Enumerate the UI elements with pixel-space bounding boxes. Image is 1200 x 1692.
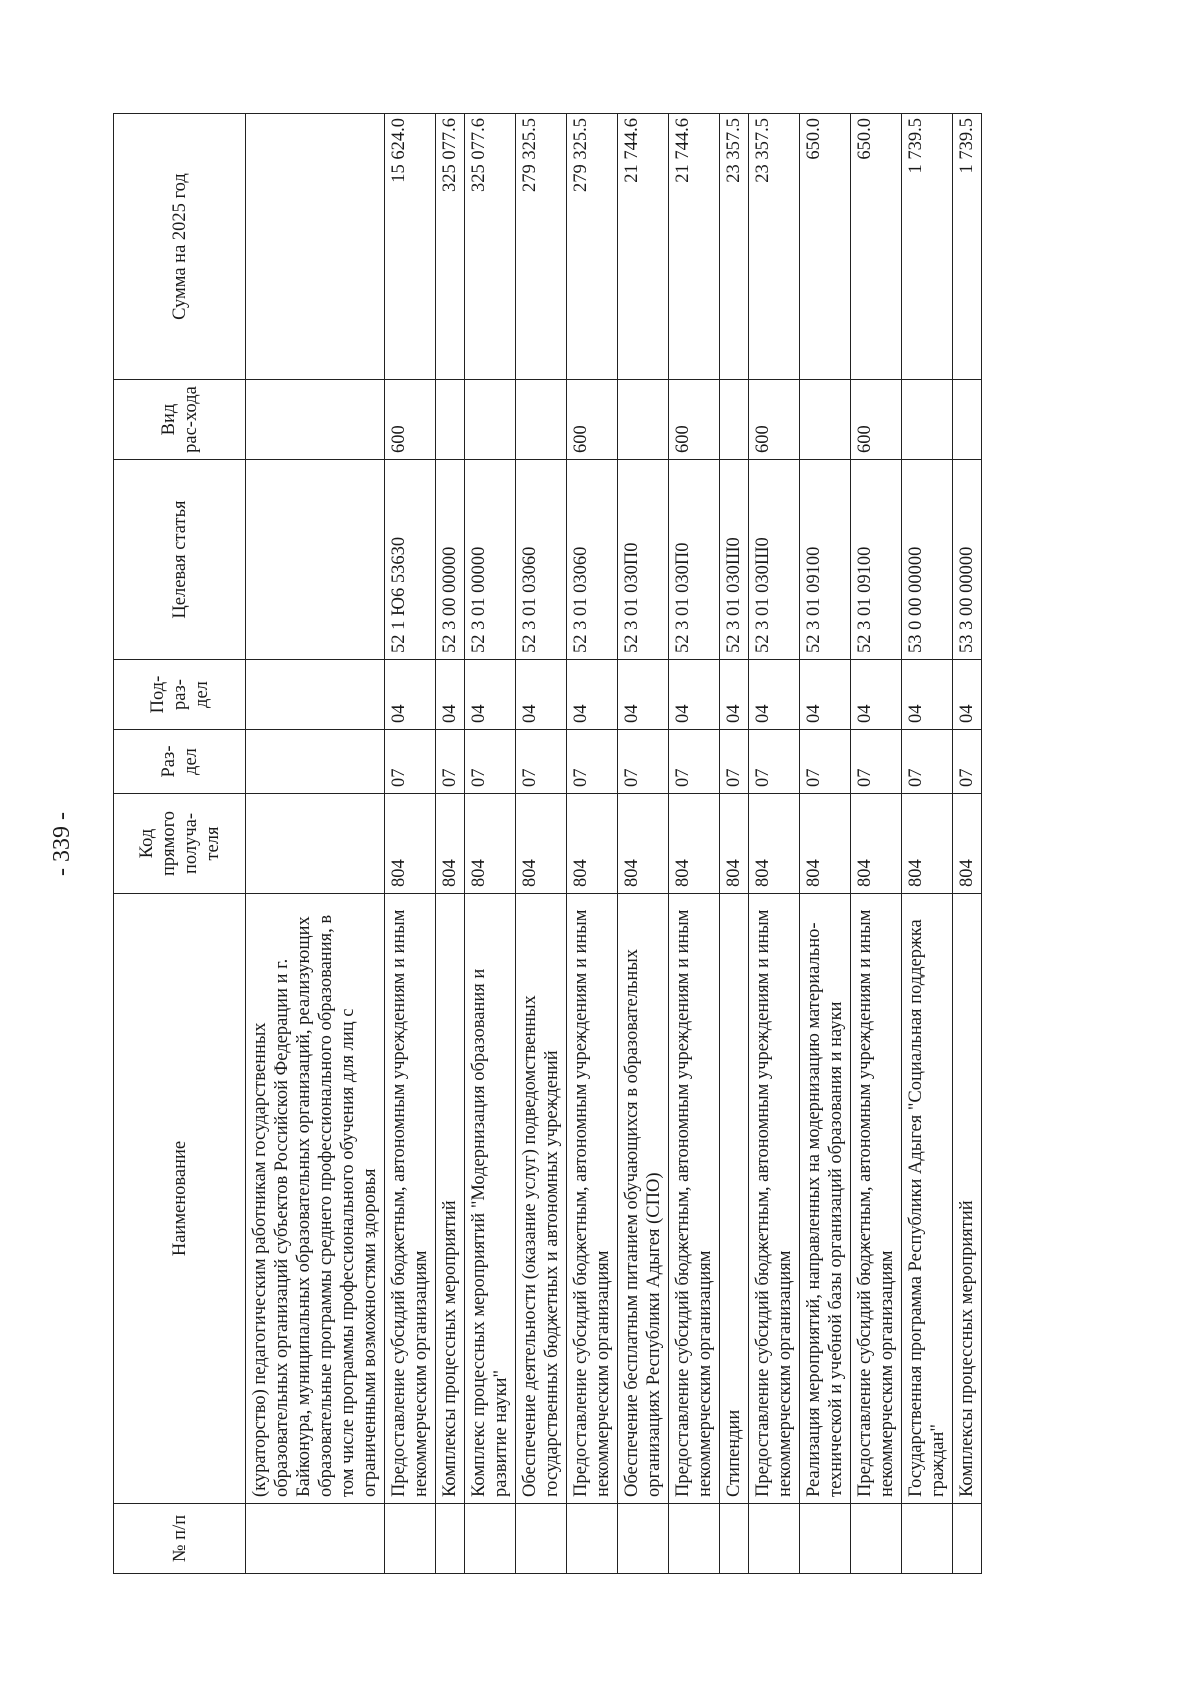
cell-vid: 600	[749, 380, 800, 460]
cell-target: 52 3 01 030Ш0	[749, 460, 800, 660]
cell-sum	[246, 114, 385, 380]
cell-name: Предоставление субсидий бюджетным, автономным учреждениям и иным некоммерческим организациям	[669, 894, 720, 1504]
cell-name: Стипендии	[720, 894, 749, 1504]
cell-code: 804	[669, 794, 720, 894]
cell-code: 804	[516, 794, 567, 894]
cell-num	[385, 1504, 436, 1574]
cell-vid	[465, 380, 516, 460]
cell-vid	[436, 380, 465, 460]
cell-target: 52 3 01 00000	[465, 460, 516, 660]
cell-razdel: 07	[618, 730, 669, 794]
cell-num	[800, 1504, 851, 1574]
header-target: Целевая статья	[114, 460, 246, 660]
cell-vid	[246, 380, 385, 460]
cell-sum: 15 624.0	[385, 114, 436, 380]
table-row	[246, 114, 385, 1574]
cell-num	[516, 1504, 567, 1574]
cell-code: 804	[567, 794, 618, 894]
cell-podrazdel: 04	[749, 660, 800, 730]
table-row	[720, 114, 749, 1574]
cell-code: 804	[953, 794, 982, 894]
cell-code: 804	[385, 794, 436, 894]
cell-podrazdel: 04	[669, 660, 720, 730]
cell-name: (кураторство) педагогическим работникам государственных образовательных организаций субъектов Российской Федерации и г. Байконура, муниципальных образовательных организаций, реализующих образовательные программы среднего профессионального образования, в том числе программы профессионального обучения для лиц с ограниченными возможностями здоровья	[246, 894, 385, 1504]
cell-sum: 21 744.6	[618, 114, 669, 380]
cell-razdel	[246, 730, 385, 794]
cell-name: Комплексы процессных мероприятий	[436, 894, 465, 1504]
cell-name: Обеспечение бесплатным питанием обучающихся в образовательных организациях Республики Адыгея (СПО)	[618, 894, 669, 1504]
cell-podrazdel: 04	[385, 660, 436, 730]
cell-sum: 279 325.5	[567, 114, 618, 380]
cell-name: Реализация мероприятий, направленных на модернизацию материально-технической и учебной базы организаций образования и науки	[800, 894, 851, 1504]
header-num: № п/п	[114, 1504, 246, 1574]
cell-vid: 600	[385, 380, 436, 460]
cell-num	[669, 1504, 720, 1574]
cell-razdel: 07	[669, 730, 720, 794]
cell-razdel: 07	[436, 730, 465, 794]
cell-num	[246, 1504, 385, 1574]
cell-sum: 1 739.5	[953, 114, 982, 380]
header-sum: Сумма на 2025 год	[114, 114, 246, 380]
cell-podrazdel: 04	[800, 660, 851, 730]
cell-name: Комплекс процессных мероприятий "Модернизация образования и развитие науки"	[465, 894, 516, 1504]
cell-razdel: 07	[800, 730, 851, 794]
cell-podrazdel: 04	[720, 660, 749, 730]
cell-num	[720, 1504, 749, 1574]
table-row	[436, 114, 465, 1574]
cell-sum: 325 077.6	[436, 114, 465, 380]
cell-razdel: 07	[749, 730, 800, 794]
cell-code: 804	[851, 794, 902, 894]
cell-podrazdel: 04	[902, 660, 953, 730]
table-body	[246, 114, 982, 1574]
cell-vid: 600	[567, 380, 618, 460]
cell-name: Обеспечение деятельности (оказание услуг) подведомственных государственных бюджетных и автономных учреждений	[516, 894, 567, 1504]
cell-name: Комплексы процессных мероприятий	[953, 894, 982, 1504]
cell-vid: 600	[851, 380, 902, 460]
cell-sum: 21 744.6	[669, 114, 720, 380]
cell-podrazdel: 04	[851, 660, 902, 730]
budget-table	[113, 113, 982, 1574]
header-code: Код прямого получа-теля	[114, 794, 246, 894]
cell-code: 804	[618, 794, 669, 894]
header-vid: Вид рас-хода	[114, 380, 246, 460]
header-razdel: Раз-дел	[114, 730, 246, 794]
cell-razdel: 07	[720, 730, 749, 794]
cell-podrazdel: 04	[953, 660, 982, 730]
cell-num	[851, 1504, 902, 1574]
cell-sum: 23 357.5	[720, 114, 749, 380]
table-row	[567, 114, 618, 1574]
cell-podrazdel: 04	[567, 660, 618, 730]
cell-sum: 23 357.5	[749, 114, 800, 380]
cell-podrazdel: 04	[618, 660, 669, 730]
table-row	[618, 114, 669, 1574]
table-row	[749, 114, 800, 1574]
header-podrazdel: Под-раз-дел	[114, 660, 246, 730]
cell-target	[246, 460, 385, 660]
cell-num	[618, 1504, 669, 1574]
table-row	[465, 114, 516, 1574]
cell-vid	[516, 380, 567, 460]
cell-num	[465, 1504, 516, 1574]
cell-code: 804	[436, 794, 465, 894]
cell-sum: 279 325.5	[516, 114, 567, 380]
cell-razdel: 07	[465, 730, 516, 794]
cell-code: 804	[800, 794, 851, 894]
cell-vid	[953, 380, 982, 460]
cell-vid	[618, 380, 669, 460]
table-row	[851, 114, 902, 1574]
cell-podrazdel: 04	[516, 660, 567, 730]
cell-target: 52 3 01 030П0	[618, 460, 669, 660]
cell-razdel: 07	[385, 730, 436, 794]
cell-num	[567, 1504, 618, 1574]
cell-vid: 600	[669, 380, 720, 460]
cell-name: Предоставление субсидий бюджетным, автономным учреждениям и иным некоммерческим организациям	[749, 894, 800, 1504]
cell-num	[436, 1504, 465, 1574]
cell-vid	[720, 380, 749, 460]
cell-num	[749, 1504, 800, 1574]
cell-razdel: 07	[851, 730, 902, 794]
cell-code	[246, 794, 385, 894]
page-number: - 339 -	[49, 812, 75, 876]
header-name: Наименование	[114, 894, 246, 1504]
rotated-page-body	[113, 114, 1063, 1574]
cell-razdel: 07	[516, 730, 567, 794]
cell-code: 804	[902, 794, 953, 894]
cell-sum: 1 739.5	[902, 114, 953, 380]
cell-sum: 650.0	[800, 114, 851, 380]
table-row	[669, 114, 720, 1574]
cell-vid	[902, 380, 953, 460]
cell-target: 52 3 01 09100	[851, 460, 902, 660]
cell-target: 52 3 00 00000	[436, 460, 465, 660]
cell-sum: 325 077.6	[465, 114, 516, 380]
cell-name: Предоставление субсидий бюджетным, автономным учреждениям и иным некоммерческим организациям	[385, 894, 436, 1504]
cell-num	[953, 1504, 982, 1574]
cell-code: 804	[465, 794, 516, 894]
cell-code: 804	[720, 794, 749, 894]
cell-podrazdel	[246, 660, 385, 730]
table-row	[516, 114, 567, 1574]
cell-target: 52 3 01 03060	[516, 460, 567, 660]
table-row	[385, 114, 436, 1574]
cell-target: 53 0 00 00000	[902, 460, 953, 660]
table-header-row	[114, 114, 246, 1574]
table-row	[902, 114, 953, 1574]
cell-podrazdel: 04	[465, 660, 516, 730]
cell-target: 52 3 01 03060	[567, 460, 618, 660]
cell-razdel: 07	[953, 730, 982, 794]
cell-podrazdel: 04	[436, 660, 465, 730]
cell-target: 52 1 Ю6 53630	[385, 460, 436, 660]
cell-target: 52 3 01 030П0	[669, 460, 720, 660]
cell-code: 804	[749, 794, 800, 894]
cell-name: Государственная программа Республики Адыгея "Социальная поддержка граждан"	[902, 894, 953, 1504]
cell-target: 53 3 00 00000	[953, 460, 982, 660]
cell-razdel: 07	[567, 730, 618, 794]
cell-num	[902, 1504, 953, 1574]
table-row	[800, 114, 851, 1574]
cell-name: Предоставление субсидий бюджетным, автономным учреждениям и иным некоммерческим организациям	[567, 894, 618, 1504]
cell-name: Предоставление субсидий бюджетным, автономным учреждениям и иным некоммерческим организациям	[851, 894, 902, 1504]
cell-vid	[800, 380, 851, 460]
table-row	[953, 114, 982, 1574]
cell-sum: 650.0	[851, 114, 902, 380]
cell-target: 52 3 01 09100	[800, 460, 851, 660]
cell-target: 52 3 01 030Ш0	[720, 460, 749, 660]
cell-razdel: 07	[902, 730, 953, 794]
